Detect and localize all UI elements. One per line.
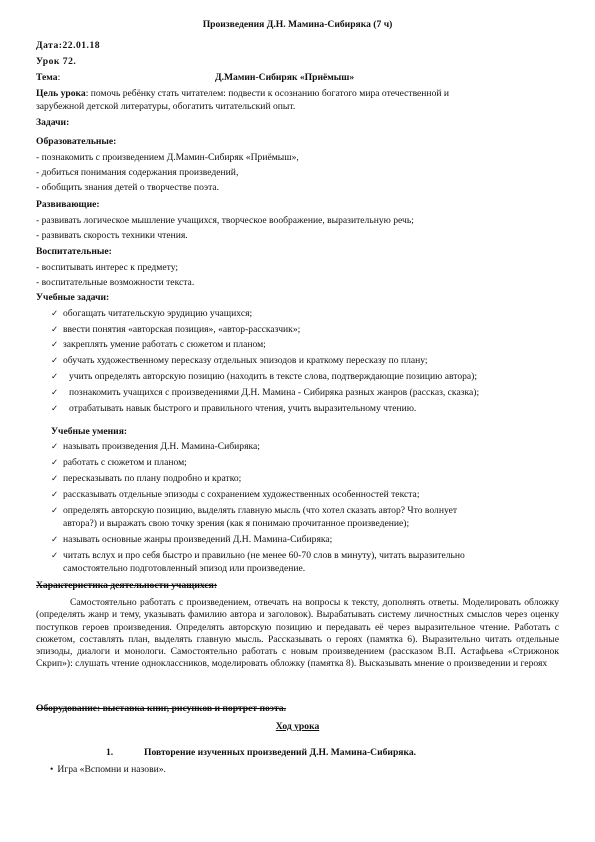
study-task-item: ✓ познакомить учащихся с произведениями Д.Н. Мамина - Сибиряка разных жанров (рассказ, сказка); xyxy=(51,387,480,398)
lesson-number: Урок 72. xyxy=(36,56,77,67)
goal-line-1: Цель урока: помочь ребёнку стать читателем: подвести к осознанию богатого мира отечественной и xyxy=(36,88,450,99)
check-icon: ✓ xyxy=(51,551,59,561)
skill-item: ✓ определять авторскую позицию, выделять главную мысль (что хотел сказать автор? Что волнует xyxy=(51,505,458,516)
topic-value: Д.Мамин-Сибиряк «Приёмыш» xyxy=(215,72,355,83)
activity-paragraph: Самостоятельно работать с произведением, отвечать на вопросы к тексту, дополнять ответы. Моделировать обложку (определять жанр и тему, указывать фамилию автора и заголовок). Вырабатывать систему личностных смыслов через оценку поступков героев произведения. Определять авторскую позицию и передавать её через выразительное чтение. Работать с сюжетом, составлять план, выделять главную мысль. Рассказывать о героях (памятка 6). Выразительно читать отдельные эпизоды, диалоги и монологи. Самостоятельно работать с новым произведением (рассказом В.П. Астафьева «Стрижонок Скрип»): слушать чтение одноклассников, моделировать обложку (памятка 8). Высказывать мнение о произведении и героях xyxy=(36,597,559,670)
developmental-item: - развивать логическое мышление учащихся, творческое воображение, выразительную речь; xyxy=(36,215,414,226)
upbringing-heading: Воспитательные: xyxy=(36,246,112,257)
section-title: Повторение изученных произведений Д.Н. Мамина-Сибиряка. xyxy=(144,747,417,758)
lesson-course-heading: Ход урока xyxy=(275,721,320,732)
study-task-item: ✓ ввести понятия «авторская позиция», «автор-рассказчик»; xyxy=(51,324,301,335)
check-icon: ✓ xyxy=(51,506,59,516)
check-icon: ✓ xyxy=(51,372,59,382)
skill-item: ✓ называть основные жанры произведений Д.Н. Мамина-Сибиряка; xyxy=(51,534,333,545)
study-tasks-heading: Учебные задачи: xyxy=(36,292,110,303)
check-icon: ✓ xyxy=(51,442,59,452)
lesson-date: Дата:22.01.18 xyxy=(36,40,101,51)
check-icon: ✓ xyxy=(51,535,59,545)
study-task-item: ✓ обогащать читательскую эрудицию учащихся; xyxy=(51,308,253,319)
study-task-item: ✓ учить определять авторскую позицию (находить в тексте слова, подтверждающие позицию автора); xyxy=(51,371,478,382)
skill-item: ✓ рассказывать отдельные эпизоды с сохранением художественных особенностей текста; xyxy=(51,489,420,500)
bullet-icon: • xyxy=(50,764,54,775)
check-icon: ✓ xyxy=(51,388,59,398)
educational-item: - добиться понимания содержания произведений, xyxy=(36,167,239,178)
goal-line-2: зарубежной детской литературы, обогатить читательский опыт. xyxy=(36,101,296,112)
check-icon: ✓ xyxy=(51,474,59,484)
skill-item-continuation: самостоятельно подготовленный эпизод или произведение. xyxy=(63,563,306,574)
skill-item: ✓ читать вслух и про себя быстро и правильно (не менее 60-70 слов в минуту), читать выразительно xyxy=(51,550,465,561)
skill-item: ✓ пересказывать по плану подробно и кратко; xyxy=(51,473,242,484)
skill-item-continuation: автора?) и выражать свою точку зрения (как я понимаю прочитанное произведение); xyxy=(63,518,410,529)
activity-heading: Характеристика деятельности учащихся: xyxy=(36,580,218,591)
skill-item: ✓ работать с сюжетом и планом; xyxy=(51,457,187,468)
check-icon: ✓ xyxy=(51,404,59,414)
skills-heading: Учебные умения: xyxy=(51,426,128,437)
game-item: • Игра «Вспомни и назови». xyxy=(50,764,166,775)
skill-item: ✓ называть произведения Д.Н. Мамина-Сибиряка; xyxy=(51,441,260,452)
tasks-heading: Задачи: xyxy=(36,117,70,128)
equipment-line: Оборудование: выставка книг, рисунков и портрет поэта. xyxy=(36,703,287,714)
developmental-item: - развивать скорость техники чтения. xyxy=(36,230,188,241)
check-icon: ✓ xyxy=(51,458,59,468)
developmental-heading: Развивающие: xyxy=(36,199,100,210)
study-task-item: ✓ отрабатывать навык быстрого и правильного чтения, учить выразительному чтению. xyxy=(51,403,417,414)
check-icon: ✓ xyxy=(51,340,59,350)
educational-item: - познакомить с произведением Д.Мамин-Сибиряк «Приёмыш», xyxy=(36,152,299,163)
study-task-item: ✓ обучать художественному пересказу отдельных эпизодов и краткому пересказу по плану; xyxy=(51,355,428,366)
check-icon: ✓ xyxy=(51,356,59,366)
upbringing-item: - воспитывать интерес к предмету; xyxy=(36,262,179,273)
study-task-item: ✓ закреплять умение работать с сюжетом и планом; xyxy=(51,339,266,350)
topic-label: Тема: xyxy=(36,72,61,83)
check-icon: ✓ xyxy=(51,325,59,335)
section-number: 1. xyxy=(106,747,114,758)
educational-heading: Образовательные: xyxy=(36,136,117,147)
check-icon: ✓ xyxy=(51,309,59,319)
educational-item: - обобщить знания детей о творчестве поэта. xyxy=(36,182,220,193)
upbringing-item: - воспитательные возможности текста. xyxy=(36,277,195,288)
check-icon: ✓ xyxy=(51,490,59,500)
document-title: Произведения Д.Н. Мамина-Сибиряка (7 ч) xyxy=(202,19,393,30)
